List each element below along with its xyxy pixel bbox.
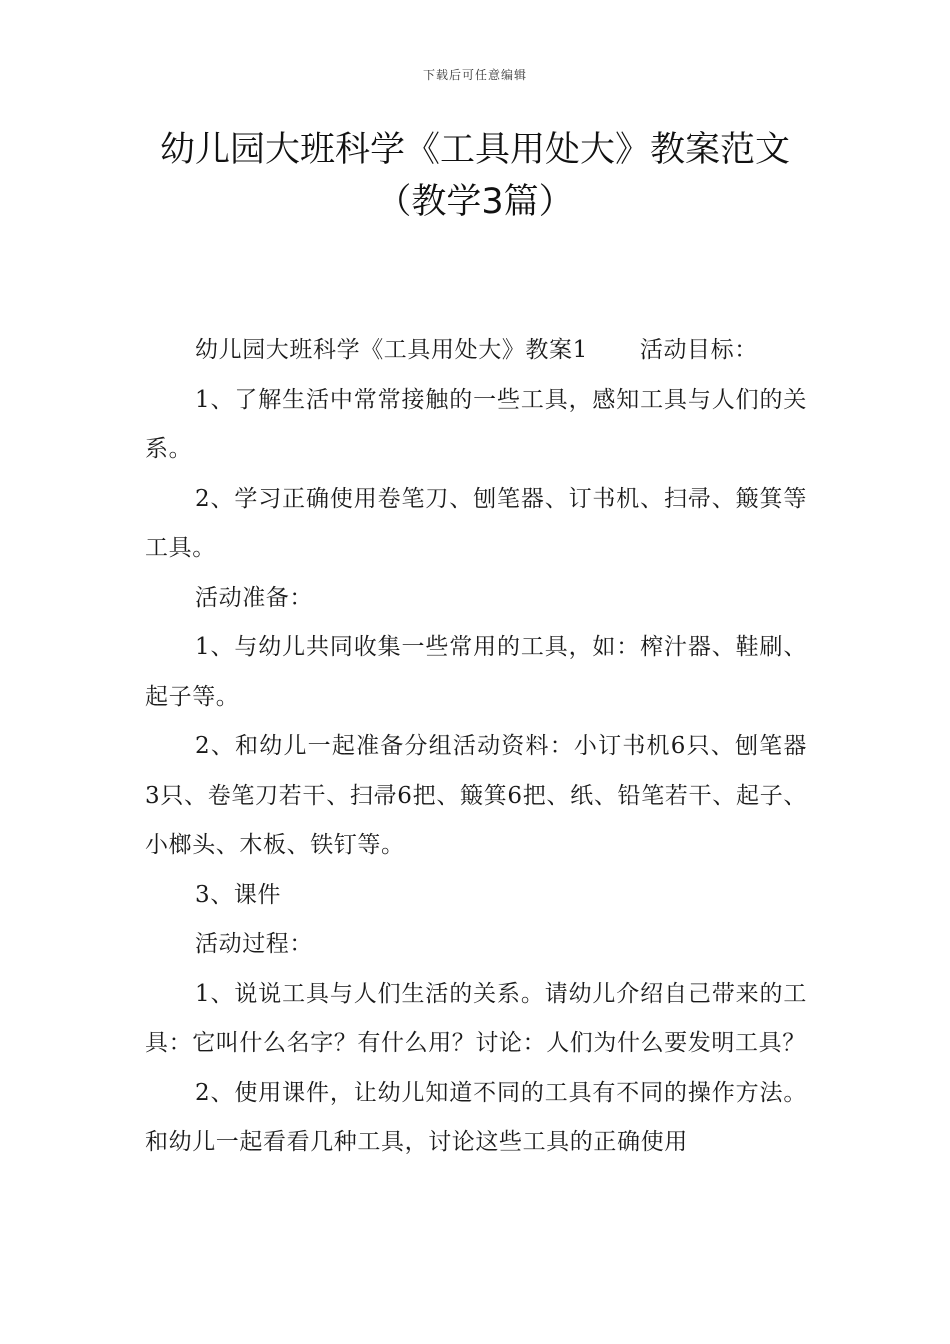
- paragraph: 1、与幼儿共同收集一些常用的工具，如：榨汁器、鞋刷、起子等。: [145, 634, 807, 710]
- paragraph: 1、说说工具与人们生活的关系。请幼儿介绍自己带来的工具：它叫什么名字？有什么用？讨论：人们为什么要发明工具？: [145, 980, 807, 1056]
- header-note: 下载后可任意编辑: [422, 68, 527, 82]
- paragraph: 3、课件: [195, 881, 282, 908]
- goal-label: 活动目标：: [639, 337, 758, 363]
- paragraph: 2、和幼儿一起准备分组活动资料：小订书机6只、刨笔器3只、卷笔刀若干、扫帚6把、簸箕6把、纸、铅笔若干、起子、小榔头、木板、铁钉等。: [145, 733, 807, 858]
- document-title: [100, 124, 850, 228]
- title-line-2: （教学3篇）: [376, 182, 574, 222]
- paragraph: 2、使用课件，让幼儿知道不同的工具有不同的操作方法。和幼儿一起看看几种工具，讨论这些工具的正确使用: [145, 1079, 807, 1155]
- document-body: [145, 326, 807, 1168]
- paragraph-first-heading: [145, 326, 807, 376]
- paragraph: 活动过程：: [195, 931, 313, 957]
- paragraph: 2、学习正确使用卷笔刀、刨笔器、订书机、扫帚、簸箕等工具。: [145, 485, 807, 561]
- paragraph: 1、了解生活中常常接触的一些工具，感知工具与人们的关系。: [145, 386, 807, 462]
- title-line-1: 幼儿园大班科学《工具用处大》教案范文: [159, 130, 790, 170]
- lesson-heading: 幼儿园大班科学《工具用处大》教案1: [195, 337, 588, 363]
- paragraph: 活动准备：: [195, 584, 313, 611]
